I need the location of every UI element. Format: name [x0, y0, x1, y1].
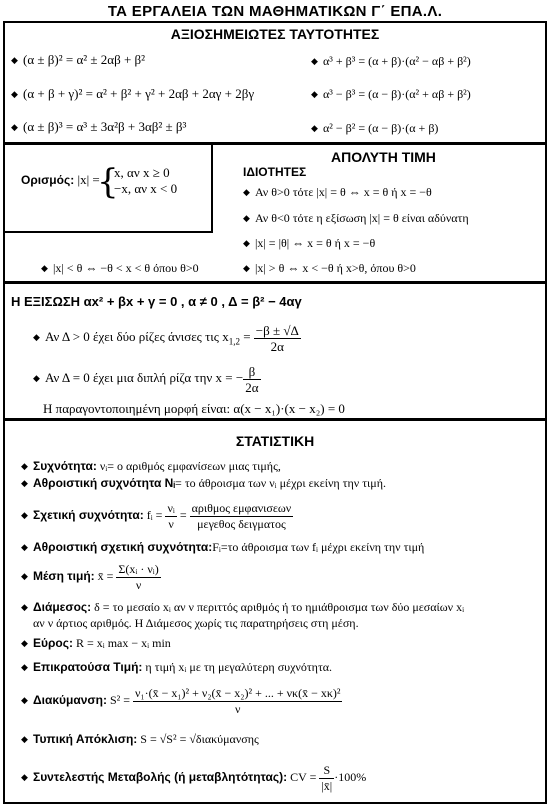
property-greater: ◆ |x| > θ ⇔ x < −θ ή x>θ, όπου θ>0	[243, 261, 416, 275]
identity-sum-cubes: ◆ α³ + β³ = (α + β)·(α² − αβ + β²)	[311, 54, 471, 68]
stat-range: ◆ Εύρος: R = xᵢ max − xᵢ min	[21, 636, 171, 650]
property-negative-theta: ◆ Αν θ<0 τότε η εξίσωση |x| = θ είναι αδύνατη	[243, 211, 469, 225]
statistics-box	[3, 419, 547, 804]
identity-square: ◆ (α ± β)² = α² ± 2αβ + β²	[11, 52, 146, 67]
stat-coefficient-of-variation: ◆ Συντελεστής Μεταβολής (ή μεταβλητότητας): CV = $\frac{S}{|x̄|}$ ·100%	[21, 757, 366, 797]
stat-variance: ◆ Διακύμανση: S² = $\frac{\text{ν₁·(x̄ − x₁)² + ν₂(x̄ − x₂)² + ... + νκ(x̄ − xκ)²}}{\nu}$	[21, 681, 342, 719]
bullet-icon: ◆	[311, 123, 318, 133]
roots-fraction: $\frac{-\beta \pm √\Delta}{2\alpha}$	[255, 322, 299, 354]
relative-frequency-fraction: $\frac{\text{νᵢ}}{\nu}$	[167, 500, 175, 531]
property-equal-abs: ◆ |x| = |θ| ⇔ x = θ ή x = −θ	[243, 236, 376, 250]
stat-standard-deviation: ◆ Τυπική Απόκλιση: S = √S² = √διακύμανσης	[21, 732, 259, 746]
bullet-icon: ◆	[21, 461, 28, 471]
bullet-icon: ◆	[21, 602, 28, 612]
bullet-icon: ◆	[243, 213, 250, 223]
stat-mode: ◆ Επικρατούσα Τιμή: η τιμή xᵢ με τη μεγαλύτερη συχνότητα.	[21, 660, 333, 674]
bullet-icon: ◆	[21, 510, 28, 520]
bullet-icon: ◆	[311, 56, 318, 66]
stat-cumulative-relative-frequency: ◆ Αθροιστική σχετική συχνότητα:Fᵢ=το άθροισμα των fᵢ μέχρι εκείνη την τιμή	[21, 540, 425, 554]
identity-trinomial-square: ◆ (α + β + γ)² = α² + β² + γ² + 2αβ + 2αγ + 2βγ	[11, 86, 255, 101]
identities-box	[3, 21, 547, 144]
bullet-icon: ◆	[11, 122, 18, 132]
definition-frame	[5, 145, 213, 233]
variance-fraction: $\frac{\text{ν₁·(x̄ − x₁)² + ν₂(x̄ − x₂)² + ... + νκ(x̄ − xκ)²}}{\nu}$	[135, 685, 341, 716]
bullet-icon: ◆	[21, 542, 28, 552]
cv-fraction: $\frac{S}{|x̄|}$	[321, 762, 333, 793]
bullet-icon: ◆	[243, 263, 250, 273]
double-root-fraction: $\frac{\beta}{2\alpha}$	[245, 363, 259, 395]
bullet-icon: ◆	[21, 695, 28, 705]
statistics-heading: ΣΤΑΤΙΣΤΙΚΗ	[235, 433, 315, 449]
bullet-icon: ◆	[41, 263, 48, 273]
bullet-icon: ◆	[21, 734, 28, 744]
bullet-icon: ◆	[21, 638, 28, 648]
absolute-definition	[21, 162, 178, 202]
identities-heading: ΑΞΙΟΣΗΜΕΙΩΤΕΣ ΤΑΥΤΟΤΗΤΕΣ	[170, 26, 380, 42]
page-title: ΤΑ ΕΡΓΑΛΕΙΑ ΤΩΝ ΜΑΘΗΜΑΤΙΚΩΝ Γ΄ ΕΠΑ.Λ.	[107, 3, 443, 20]
bullet-icon: ◆	[311, 89, 318, 99]
identity-cube: ◆ (α ± β)³ = α³ ± 3α²β + 3αβ² ± β³	[11, 119, 187, 134]
property-positive-theta: ◆ Αν θ>0 τότε |x| = θ ⇔ x = θ ή x = −θ	[243, 185, 432, 199]
left-brace-icon: {	[97, 162, 119, 202]
absolute-value-box	[3, 143, 547, 283]
identity-diff-cubes: ◆ α³ − β³ = (α − β)·(α² + αβ + β²)	[311, 87, 471, 101]
quadratic-factored-form: Η παραγοντοποιημένη μορφή είναι: α(x − x₁)·(x − x₂) = 0	[43, 401, 345, 416]
property-less: ◆ |x| < θ ⇔ −θ < x < θ όπου θ>0	[41, 261, 199, 275]
absolute-heading: ΑΠΟΛΥΤΗ ΤΙΜΗ	[331, 149, 436, 165]
quadratic-double-root: ◆ Αν Δ = 0 έχει μια διπλή ρίζα την x = − $\frac{\beta}{2\alpha}$	[33, 360, 261, 396]
bullet-icon: ◆	[33, 332, 40, 342]
definition-label: Ορισμός:	[21, 172, 75, 187]
mean-fraction: $\frac{\text{Σ(xᵢ · νᵢ)}}{\nu}$	[118, 561, 159, 592]
bullet-icon: ◆	[21, 478, 28, 488]
stat-frequency: ◆ Συχνότητα: νᵢ= ο αριθμός εμφανίσεων μιας τιμής,	[21, 459, 281, 473]
bullet-icon: ◆	[33, 373, 40, 383]
definition-cases	[97, 162, 178, 202]
quadratic-two-roots: ◆ Αν Δ > 0 έχει δύο ρίζες άνισες τις $x_{1,2}$ = $\frac{-\beta \pm √\Delta}{2\alpha}$	[33, 316, 301, 358]
quadratic-box	[3, 282, 547, 420]
bullet-icon: ◆	[21, 772, 28, 782]
relative-frequency-words-fraction: $\frac{\text{αριθμος εμφανισεων}}{\text{μεγεθος δειγματος}}$	[191, 500, 292, 531]
stat-relative-frequency: ◆ Σχετική συχνότητα: fᵢ = $\frac{\text{νᵢ}}{\nu}$ = $\frac{\text{αριθμος εμφανισεων}}{\text{μεγεθος δειγματος}}$	[21, 497, 293, 533]
stat-mean: ◆ Μέση τιμή: x̄ = $\frac{\text{Σ(xᵢ · νᵢ)}}{\nu}$	[21, 557, 161, 595]
bullet-icon: ◆	[11, 55, 18, 65]
bullet-icon: ◆	[21, 662, 28, 672]
quadratic-heading: Η ΕΞΙΣΩΣΗ αx² + βx + γ = 0 , α ≠ 0 , Δ = β² − 4αγ	[11, 294, 302, 309]
stat-cumulative-frequency: ◆ Αθροιστική συχνότητα Nᵢ= το άθροισμα των νᵢ μέχρι εκείνη την τιμή.	[21, 476, 386, 490]
stat-median: ◆ Διάμεσος: δ = το μεσαίο xᵢ αν ν περιττός αριθμός ή το ημιάθροισμα των δύο μεσαίων xᵢ	[21, 600, 465, 614]
bullet-icon: ◆	[243, 187, 250, 197]
properties-heading: ΙΔΙΟΤΗΤΕΣ	[243, 165, 307, 179]
stat-median-continued: αν ν άρτιος αριθμός. Η Διάμεσος χωρίς τις παρατηρήσεις στη μέση.	[33, 616, 359, 630]
definition-case-positive: x, αν x ≥ 0	[114, 165, 170, 180]
identity-diff-squares: ◆ α² − β² = (α − β)·(α + β)	[311, 121, 439, 135]
definition-case-negative: −x, αν x < 0	[114, 181, 178, 196]
bullet-icon: ◆	[11, 89, 18, 99]
bullet-icon: ◆	[21, 571, 28, 581]
definition-lhs: |x| =	[77, 171, 100, 187]
bullet-icon: ◆	[243, 238, 250, 248]
